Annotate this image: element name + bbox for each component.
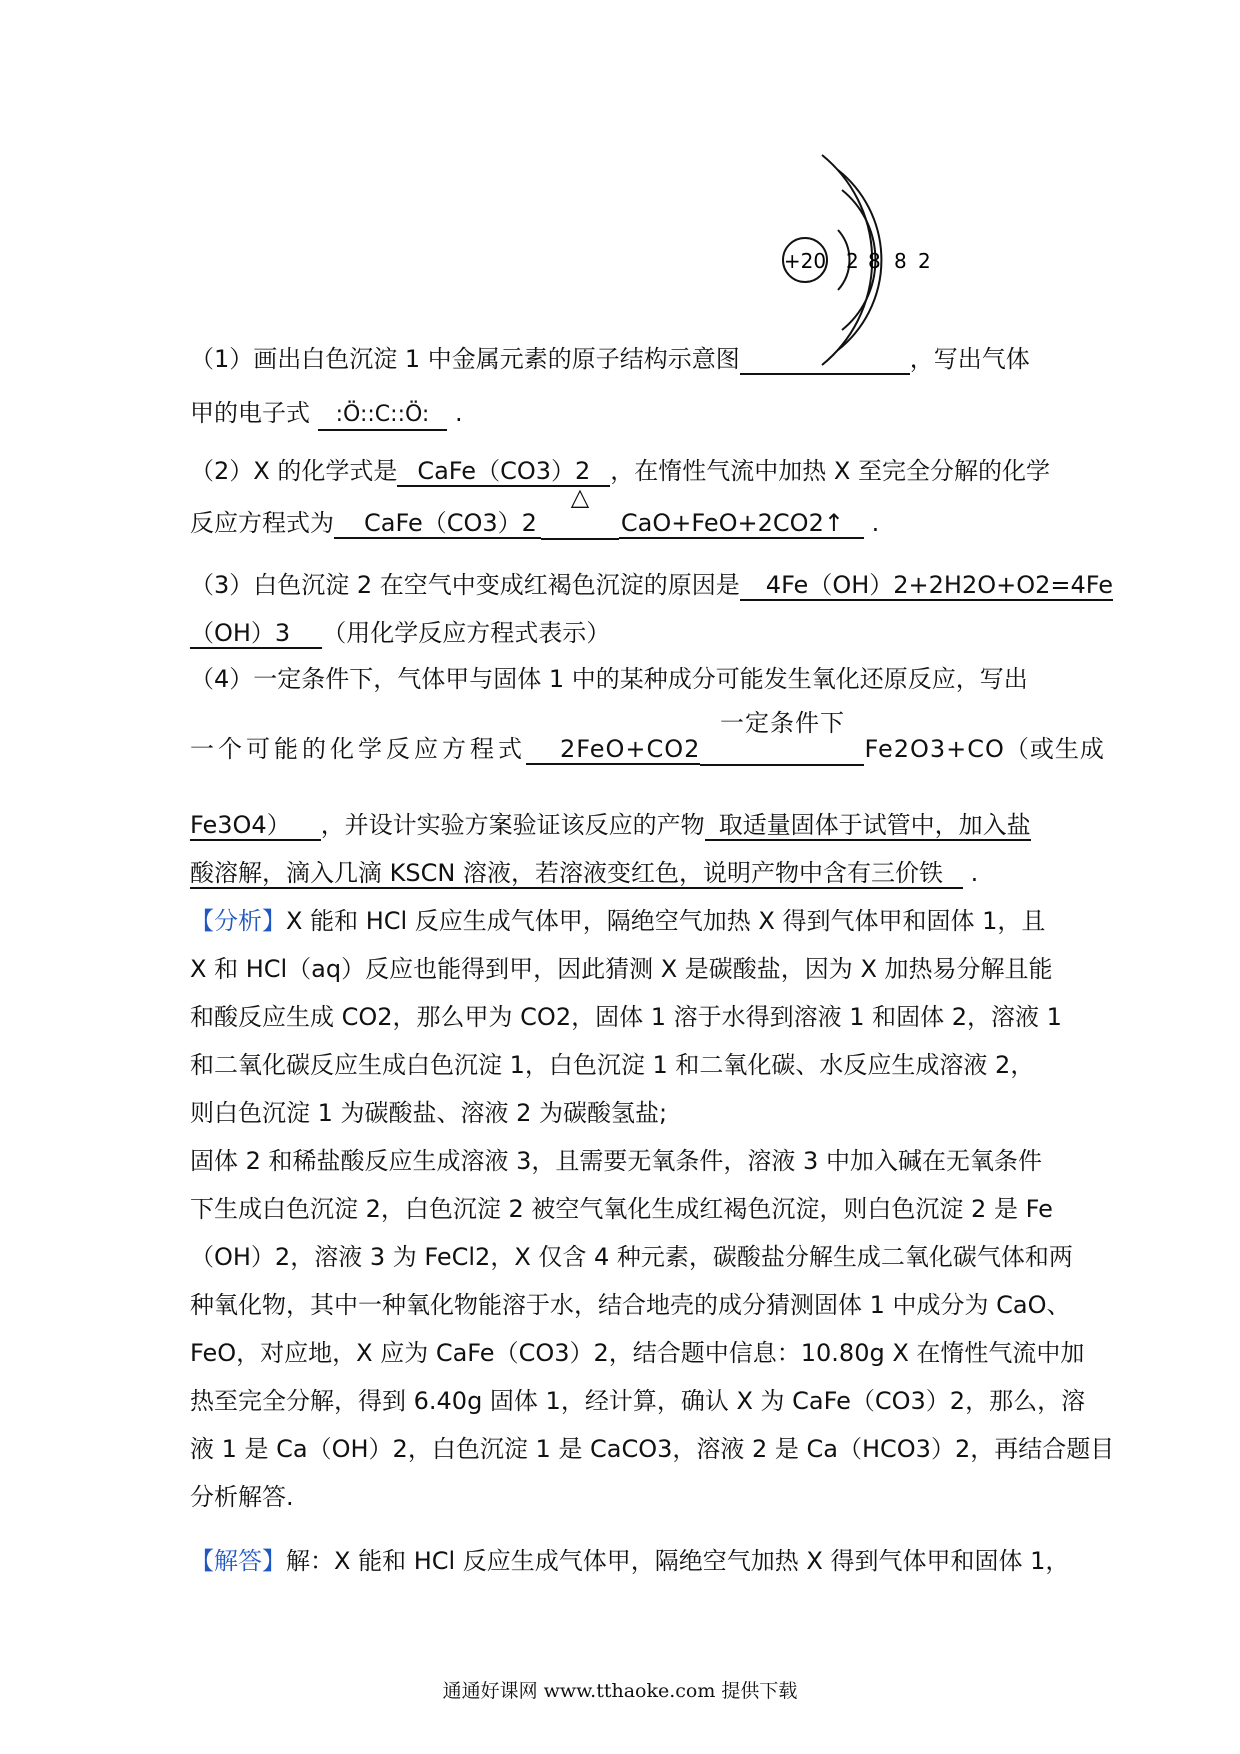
q4-eq-right: Fe2O3+CO（或生成	[864, 735, 1105, 763]
q3-answer-part2: （OH）3	[190, 619, 322, 649]
electron-formula: :Ö::C::Ö:	[318, 401, 448, 431]
analysis-line-5: 固体 2 和稀盐酸反应生成溶液 3，且需要无氧条件，溶液 3 中加入碱在无氧条件	[190, 1147, 1042, 1175]
analysis-line-0: 【分析】X 能和 HCl 反应生成气体甲，隔绝空气加热 X 得到气体甲和固体 1，且	[190, 907, 1046, 935]
analysis-line-11: 液 1 是 Ca（OH）2，白色沉淀 1 是 CaCO3，溶液 2 是 Ca（HCO3）2，再结合题目	[190, 1435, 1115, 1463]
q4-line1: （4）一定条件下，气体甲与固体 1 中的某种成分可能发生氧化还原反应，写出	[190, 665, 1028, 693]
q2-formula: CaFe（CO3）2	[397, 457, 610, 487]
atomic-structure-diagram	[770, 150, 970, 370]
nucleus-charge: +20	[783, 249, 827, 273]
analysis-tag: 【分析】	[190, 907, 286, 935]
q1-line1: （1）画出白色沉淀 1 中金属元素的原子结构示意图 ，写出气体	[190, 345, 1030, 373]
page-footer: 通通好课网 www.tthaoke.com 提供下载	[442, 1680, 798, 1702]
shell-count-1: 2	[846, 249, 859, 273]
q4-line2: 一个可能的化学反应方程式 2FeO+CO2 一定条件下 Fe2O3+CO（或生成	[190, 734, 1060, 766]
solution-tag: 【解答】	[190, 1547, 286, 1575]
analysis-line-9: FeO，对应地，X 应为 CaFe（CO3）2，结合题中信息：10.80g X 在惰性气流中加	[190, 1339, 1085, 1367]
q4-line3: Fe3O4） ，并设计实验方案验证该反应的产物 取适量固体于试管中，加入盐	[190, 811, 1031, 839]
q3-line2: （OH）3 （用化学反应方程式表示）	[190, 619, 611, 647]
shell-count-3: 8	[894, 249, 907, 273]
q2-line1: （2）X 的化学式是 CaFe（CO3）2 ，在惰性气流中加热 X 至完全分解的化学	[190, 457, 1050, 485]
shell-count-2: 8	[868, 249, 881, 273]
shell-count-4: 2	[918, 249, 931, 273]
q2-eq-condition: △	[541, 508, 619, 540]
analysis-line-2: 和酸反应生成 CO2，那么甲为 CO2，固体 1 溶于水得到溶液 1 和固体 2，溶液 1	[190, 1003, 1062, 1031]
analysis-line-1: X 和 HCl（aq）反应也能得到甲，因此猜测 X 是碳酸盐，因为 X 加热易分解且能	[190, 955, 1053, 983]
analysis-line-8: 种氧化物，其中一种氧化物能溶于水，结合地壳的成分猜测固体 1 中成分为 CaO、	[190, 1291, 1071, 1319]
analysis-line-10: 热至完全分解，得到 6.40g 固体 1，经计算，确认 X 为 CaFe（CO3）2，那么，溶	[190, 1387, 1086, 1415]
q4-eq-condition: 一定条件下	[700, 734, 864, 766]
q4-eq-left: 2FeO+CO2	[526, 735, 700, 765]
q3-answer-part1: 4Fe（OH）2+2H2O+O2=4Fe	[740, 571, 1113, 601]
q4-answer-method-cont: 酸溶解，滴入几滴 KSCN 溶液，若溶液变红色，说明产物中含有三价铁	[190, 859, 963, 889]
q2-eq-right: CaO+FeO+2CO2↑	[619, 509, 864, 539]
q1-line2: 甲的电子式 :Ö::C::Ö: .	[190, 398, 1060, 431]
q4-answer-fe3o4: Fe3O4）	[190, 811, 321, 841]
solution-line-0: 【解答】解：X 能和 HCl 反应生成气体甲，隔绝空气加热 X 得到气体甲和固体 1，	[190, 1547, 1070, 1575]
q4-line4: 酸溶解，滴入几滴 KSCN 溶液，若溶液变红色，说明产物中含有三价铁 .	[190, 859, 979, 887]
analysis-line-6: 下生成白色沉淀 2，白色沉淀 2 被空气氧化生成红褐色沉淀，则白色沉淀 2 是 Fe	[190, 1195, 1053, 1223]
q2-eq-left: CaFe（CO3）2	[334, 509, 541, 539]
analysis-line-3: 和二氧化碳反应生成白色沉淀 1，白色沉淀 1 和二氧化碳、水反应生成溶液 2，	[190, 1051, 1035, 1079]
q4-answer-method: 取适量固体于试管中，加入盐	[705, 811, 1031, 841]
analysis-line-4: 则白色沉淀 1 为碳酸盐、溶液 2 为碳酸氢盐;	[190, 1099, 668, 1127]
q3-line1: （3）白色沉淀 2 在空气中变成红褐色沉淀的原因是 4Fe（OH）2+2H2O+O2=4Fe	[190, 571, 1114, 599]
q2-line2: 反应方程式为 CaFe（CO3）2 △ CaO+FeO+2CO2↑ .	[190, 508, 1060, 540]
q1-answer-blank	[740, 345, 910, 375]
analysis-line-12: 分析解答.	[190, 1483, 294, 1511]
analysis-line-7: （OH）2，溶液 3 为 FeCl2，X 仅含 4 种元素，碳酸盐分解生成二氧化碳气体和两	[190, 1243, 1073, 1271]
